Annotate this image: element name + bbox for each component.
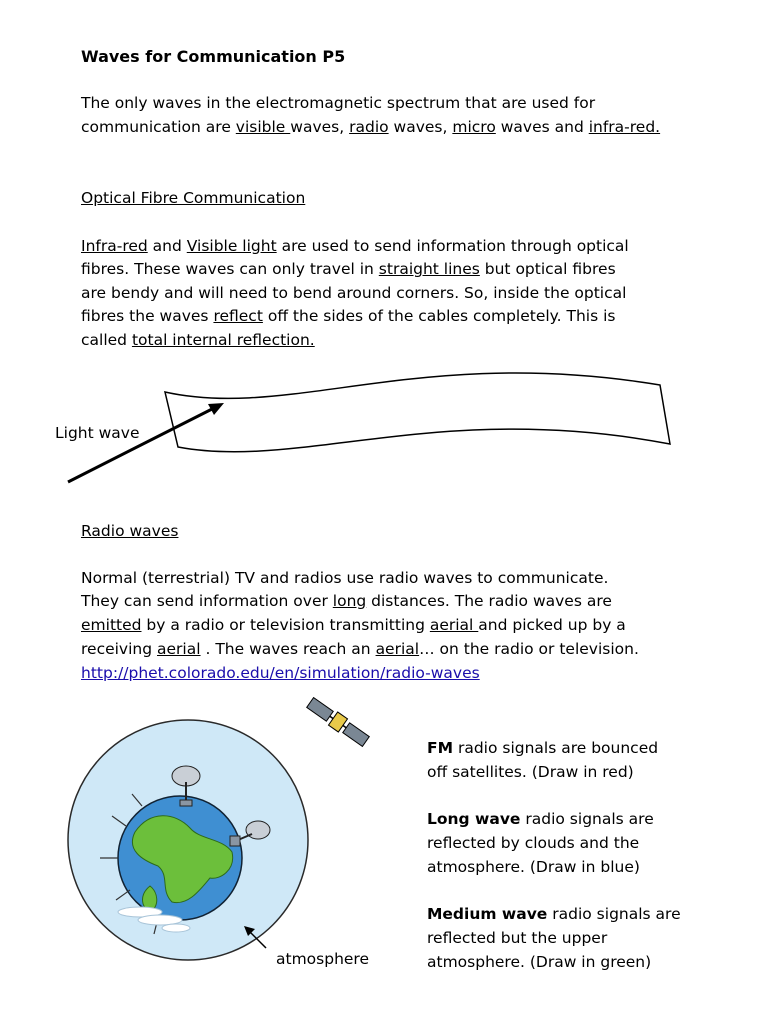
term-visible: visible	[235, 118, 291, 136]
optical-text: fibres the waves	[81, 307, 214, 325]
term-long: long	[332, 592, 367, 610]
term-micro: micro	[452, 118, 496, 136]
optical-line-3: are bendy and will need to bend around corners. So, inside the optical	[81, 284, 627, 302]
optical-heading: Optical Fibre Communication	[81, 189, 306, 207]
optical-text: and	[147, 237, 187, 255]
optical-text: called	[81, 331, 132, 349]
intro-text: communication are	[81, 118, 236, 136]
term-emitted: emitted	[81, 616, 142, 634]
fm-line-2: off satellites. (Draw in red)	[427, 763, 634, 781]
radio-text: . The waves reach an	[200, 640, 376, 658]
light-wave-label: Light wave	[55, 424, 140, 442]
medium-wave-line-3: atmosphere. (Draw in green)	[427, 953, 652, 971]
intro-line-1: The only waves in the electromagnetic spectrum that are used for	[81, 94, 596, 112]
long-wave-label: Long wave	[427, 810, 521, 828]
signal-text: radio signals are	[547, 905, 681, 923]
term-total-internal-reflection: total internal reflection.	[131, 331, 315, 349]
radio-text: … on the radio or television.	[419, 640, 639, 658]
radio-text: by a radio or television transmitting	[141, 616, 430, 634]
intro-text: waves,	[388, 118, 453, 136]
medium-wave-label: Medium wave	[427, 905, 548, 923]
optical-text: but optical fibres	[479, 260, 616, 278]
medium-wave-line-2: reflected but the upper	[427, 929, 608, 947]
radio-text: and picked up by a	[478, 616, 626, 634]
radio-text: receiving	[81, 640, 158, 658]
term-radio: radio	[349, 118, 389, 136]
term-infrared: infra-red.	[588, 118, 661, 136]
intro-text: waves and	[495, 118, 589, 136]
optical-text: fibres. These waves can only travel in	[81, 260, 379, 278]
long-wave-line-1	[427, 810, 654, 828]
intro-text: waves,	[290, 118, 350, 136]
signal-text: radio signals are	[520, 810, 654, 828]
term-reflect: reflect	[213, 307, 263, 325]
term-aerial: aerial	[375, 640, 420, 658]
optical-text: off the sides of the cables completely. This is	[262, 307, 616, 325]
atmosphere-label: atmosphere	[276, 950, 369, 968]
radio-line-1: Normal (terrestrial) TV and radios use radio waves to communicate.	[81, 569, 609, 587]
long-wave-line-3: atmosphere. (Draw in blue)	[427, 858, 640, 876]
term-aerial: aerial	[157, 640, 201, 658]
fm-line-1	[427, 739, 658, 757]
term-aerial: aerial	[429, 616, 479, 634]
radio-text: They can send information over	[81, 592, 333, 610]
radio-text: distances. The radio waves are	[366, 592, 612, 610]
fm-label: FM	[427, 739, 454, 757]
radio-heading: Radio waves	[81, 522, 179, 540]
optical-text: are used to send information through optical	[276, 237, 629, 255]
medium-wave-line-1	[427, 905, 681, 923]
long-wave-line-2: reflected by clouds and the	[427, 834, 640, 852]
phet-simulation-link[interactable]: http://phet.colorado.edu/en/simulation/radio-waves	[81, 664, 480, 682]
signal-text: radio signals are bounced	[453, 739, 659, 757]
term-visible-light: Visible light	[186, 237, 277, 255]
satellite-icon	[306, 696, 371, 748]
term-straight-lines: straight lines	[378, 260, 480, 278]
page-title: Waves for Communication P5	[81, 47, 346, 66]
term-infrared: Infra-red	[81, 237, 148, 255]
